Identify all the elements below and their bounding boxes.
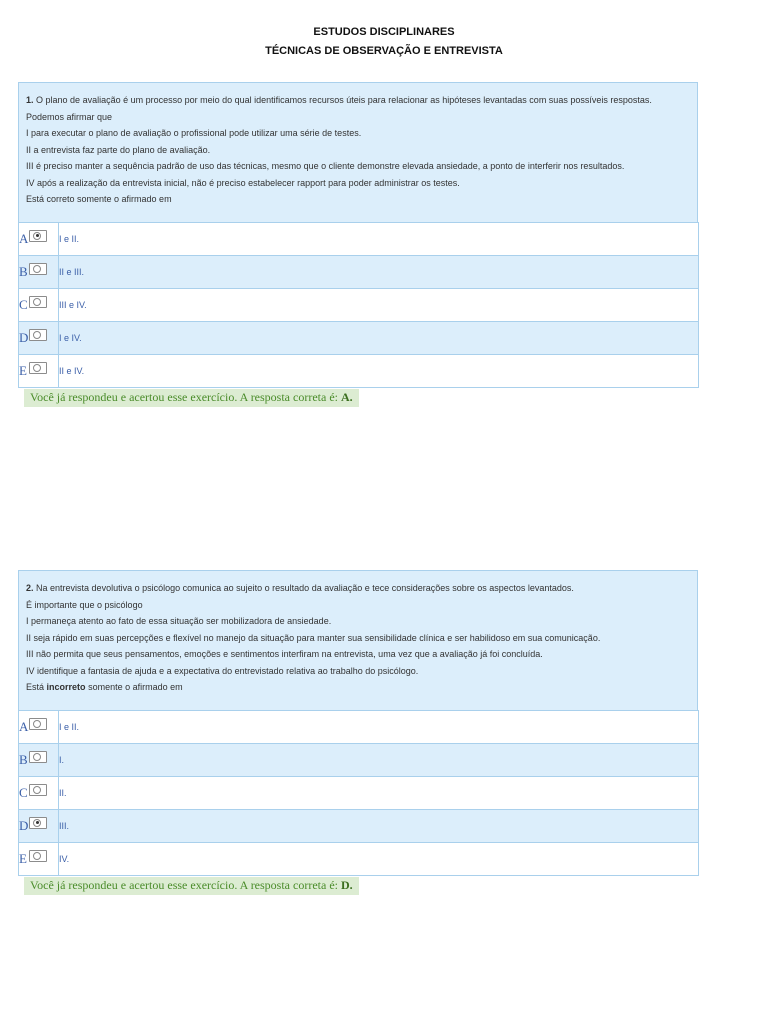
option-text[interactable]: IV. (59, 842, 699, 875)
statement-line: Está correto somente o afirmado em (26, 194, 172, 204)
radio-dot-icon (33, 364, 41, 372)
statement-line (26, 679, 687, 696)
option-text[interactable]: I e IV. (59, 321, 699, 354)
question-1 (18, 82, 698, 407)
radio-dot-icon (33, 265, 41, 273)
radio-dot-icon (33, 819, 41, 827)
statement-line: II seja rápido em suas percepções e flexível no manejo da situação para manter sua sensibilidade clínica e ser habilidoso em sua comunicação. (26, 632, 601, 643)
option-letter: B (19, 263, 28, 279)
answer-feedback (24, 877, 359, 895)
radio-button[interactable] (29, 850, 47, 862)
statement-line: I para executar o plano de avaliação o profissional pode utilizar uma série de testes. (26, 128, 362, 138)
statement-line: Podemos afirmar que (26, 111, 113, 122)
question-intro-text: Na entrevista devolutiva o psicólogo comunica ao sujeito o resultado da avaliação e tece considerações sobre os aspectos levantados. (36, 583, 574, 593)
option-text[interactable]: I. (59, 743, 699, 776)
options-table (18, 222, 699, 388)
option-row[interactable] (19, 809, 699, 842)
option-letter: A (19, 230, 29, 246)
option-text[interactable]: I e II. (59, 222, 699, 255)
feedback-text: Você já respondeu e acertou esse exercício. A resposta correta é: (30, 877, 338, 892)
radio-dot-icon (33, 331, 41, 339)
question-statement (18, 82, 698, 222)
radio-button[interactable] (29, 362, 47, 374)
option-letter: B (19, 751, 28, 767)
radio-dot-icon (33, 753, 41, 761)
option-row[interactable] (19, 710, 699, 743)
option-row[interactable] (19, 255, 699, 288)
radio-button[interactable] (29, 329, 47, 341)
question-intro (26, 92, 687, 109)
option-text[interactable]: II. (59, 776, 699, 809)
statement-line: IV identifique a fantasia de ajuda e a expectativa do entrevistado relativa ao trabalho do psicólogo. (26, 665, 419, 676)
question-intro (26, 580, 687, 597)
option-letter: D (19, 329, 29, 345)
option-row[interactable] (19, 222, 699, 255)
statement-line: III não permita que seus pensamentos, emoções e sentimentos interfiram na entrevista, uma vez que a avaliação já foi concluída. (26, 649, 543, 659)
question-statement (18, 570, 698, 710)
page-header (0, 25, 768, 58)
statement-line: IV após a realização da entrevista inicial, não é preciso estabelecer rapport para poder administrar os testes. (26, 177, 460, 188)
option-letter: D (19, 817, 29, 833)
answer-feedback (24, 389, 359, 407)
option-row[interactable] (19, 743, 699, 776)
option-text[interactable]: I e II. (59, 710, 699, 743)
statement-line: III é preciso manter a sequência padrão de uso das técnicas, mesmo que o cliente demonstre elevada ansiedade, a ponto de interferir nos resultados. (26, 161, 625, 171)
option-text[interactable]: III. (59, 809, 699, 842)
option-letter: A (19, 718, 29, 734)
option-letter: C (19, 296, 28, 312)
statement-line: I permaneça atento ao fato de essa situação ser mobilizadora de ansiedade. (26, 616, 332, 626)
statement-line: II a entrevista faz parte do plano de avaliação. (26, 144, 211, 155)
radio-button[interactable] (29, 784, 47, 796)
page-subtitle: TÉCNICAS DE OBSERVAÇÃO E ENTREVISTA (265, 45, 503, 57)
correct-answer: D. (340, 877, 353, 892)
option-text[interactable]: II e IV. (59, 354, 699, 387)
option-row[interactable] (19, 842, 699, 875)
option-letter: E (19, 362, 27, 378)
statement-line: É importante que o psicólogo (26, 599, 143, 610)
option-letter: C (19, 784, 28, 800)
radio-dot-icon (33, 720, 41, 728)
question-number: 1. (26, 95, 34, 105)
radio-dot-icon (33, 852, 41, 860)
radio-button[interactable] (29, 718, 47, 730)
radio-button[interactable] (29, 263, 47, 275)
statement-suffix: somente o afirmado em (88, 682, 183, 692)
option-text[interactable]: III e IV. (59, 288, 699, 321)
radio-dot-icon (33, 232, 41, 240)
radio-button[interactable] (29, 296, 47, 308)
question-intro-text: O plano de avaliação é um processo por meio do qual identificamos recursos úteis para relacionar as hipóteses levantadas com suas possíveis respostas. (36, 95, 652, 105)
radio-dot-icon (33, 786, 41, 794)
question-number: 2. (26, 583, 34, 593)
options-table (18, 710, 699, 876)
correct-answer: A. (340, 389, 353, 404)
option-row[interactable] (19, 321, 699, 354)
page-title: ESTUDOS DISCIPLINARES (313, 26, 455, 38)
option-letter: E (19, 850, 27, 866)
radio-button[interactable] (29, 817, 47, 829)
option-row[interactable] (19, 354, 699, 387)
radio-dot-icon (33, 298, 41, 306)
radio-button[interactable] (29, 751, 47, 763)
option-text[interactable]: II e III. (59, 255, 699, 288)
option-row[interactable] (19, 288, 699, 321)
emphasis-word: incorreto (46, 682, 86, 692)
feedback-text: Você já respondeu e acertou esse exercício. A resposta correta é: (30, 389, 338, 404)
statement-prefix: Está (26, 682, 45, 692)
question-2 (18, 570, 698, 895)
option-row[interactable] (19, 776, 699, 809)
radio-button[interactable] (29, 230, 47, 242)
